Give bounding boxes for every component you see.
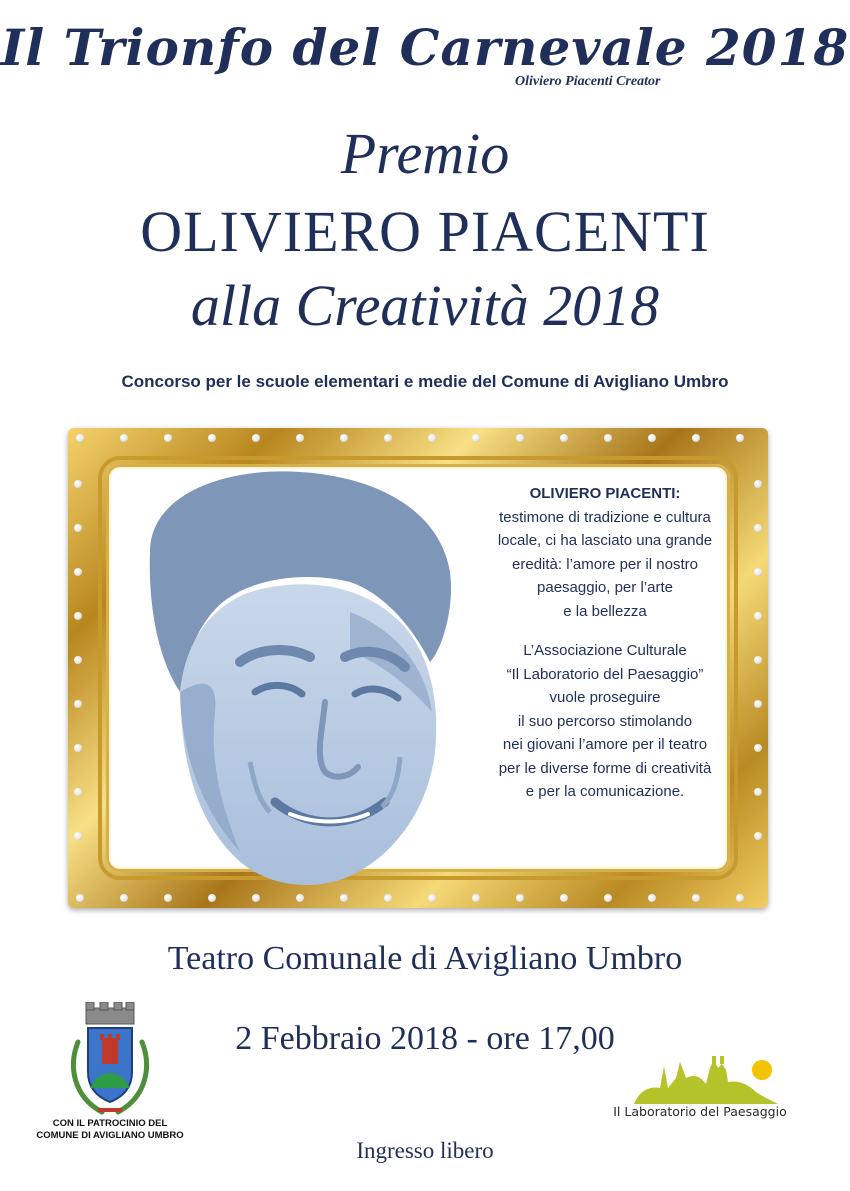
tribute-line: testimone di tradizione e cultura — [499, 508, 711, 526]
frame-pearl — [120, 434, 128, 442]
frame-pearl — [604, 434, 612, 442]
frame-pearl — [74, 612, 82, 620]
frame-pearl — [74, 744, 82, 752]
frame-pearl — [384, 894, 392, 902]
award-line-premio: Premio — [340, 121, 510, 186]
frame-pearl — [74, 524, 82, 532]
association-line: per le diverse forme di creatività — [498, 759, 712, 777]
patronage-line-2: COMUNE DI AVIGLIANO UMBRO — [36, 1130, 184, 1141]
frame-pearl — [754, 524, 762, 532]
tribute-text — [470, 482, 740, 804]
admission: Ingresso libero — [356, 1138, 494, 1163]
award-line-creativity: alla Creatività 2018 — [190, 273, 660, 338]
frame-pearl — [754, 656, 762, 664]
frame-pearl — [692, 434, 700, 442]
frame-pearl — [208, 894, 216, 902]
frame-pearl — [164, 434, 172, 442]
tribute-line: e la bellezza — [563, 602, 647, 620]
organizer-name: Il Laboratorio del Paesaggio — [613, 1104, 787, 1119]
patronage-caption — [30, 1118, 190, 1142]
frame-pearl — [164, 894, 172, 902]
award-line-name: OLIVIERO PIACENTI — [140, 199, 710, 264]
event-title: Il Trionfo del Carnevale 2018 — [0, 18, 850, 77]
frame-pearl — [74, 832, 82, 840]
frame-pearl — [472, 894, 480, 902]
frame-pearl — [74, 788, 82, 796]
frame-pearl — [604, 894, 612, 902]
frame-pearl — [472, 434, 480, 442]
frame-pearl — [754, 568, 762, 576]
tribute-line: paesaggio, per l’arte — [537, 579, 673, 596]
frame-pearl — [516, 894, 524, 902]
frame-pearl — [296, 434, 304, 442]
venue: Teatro Comunale di Avigliano Umbro — [167, 940, 683, 977]
association-line: nei giovani l’amore per il teatro — [502, 736, 708, 753]
frame-pearl — [74, 656, 82, 664]
frame-pearl — [428, 894, 436, 902]
frame-pearl — [74, 568, 82, 576]
tribute-line: eredità: l’amore per il nostro — [512, 555, 698, 573]
association-line: vuole proseguire — [549, 689, 661, 706]
portrait-image — [110, 462, 480, 892]
frame-pearl — [384, 434, 392, 442]
frame-pearl — [340, 894, 348, 902]
frame-pearl — [754, 832, 762, 840]
frame-pearl — [754, 612, 762, 620]
frame-pearl — [76, 894, 84, 902]
frame-pearl — [74, 480, 82, 488]
frame-pearl — [648, 894, 656, 902]
frame-pearl — [736, 434, 744, 442]
frame-pearl — [76, 434, 84, 442]
municipal-coat-of-arms-icon — [60, 1002, 160, 1120]
frame-pearl — [736, 894, 744, 902]
patronage-line-1: CON IL PATROCINIO DEL — [52, 1118, 168, 1129]
tribute-title: OLIVIERO PIACENTI: — [529, 485, 681, 502]
event-subtitle: Oliviero Piacenti Creator — [515, 74, 661, 89]
frame-pearl — [208, 434, 216, 442]
frame-pearl — [648, 434, 656, 442]
association-line: e per la comunicazione. — [525, 783, 685, 800]
tribute-line: locale, ci ha lasciato una grande — [497, 532, 713, 549]
event-date: 2 Febbraio 2018 - ore 17,00 — [235, 1020, 615, 1057]
contest-description: Concorso per le scuole elementari e medie del Comune di Avigliano Umbro — [121, 372, 729, 391]
frame-pearl — [754, 744, 762, 752]
frame-pearl — [252, 894, 260, 902]
frame-pearl — [296, 894, 304, 902]
frame-pearl — [754, 788, 762, 796]
frame-pearl — [340, 434, 348, 442]
frame-pearl — [428, 434, 436, 442]
frame-pearl — [754, 700, 762, 708]
laboratorio-logo-icon — [630, 1038, 780, 1106]
frame-pearl — [252, 434, 260, 442]
frame-pearl — [754, 480, 762, 488]
frame-pearl — [560, 434, 568, 442]
association-line: “Il Laboratorio del Paesaggio” — [506, 665, 704, 683]
association-line: L’Associazione Culturale — [523, 642, 687, 659]
frame-pearl — [560, 894, 568, 902]
frame-pearl — [516, 434, 524, 442]
association-line: il suo percorso stimolando — [517, 712, 693, 730]
frame-pearl — [120, 894, 128, 902]
frame-pearl — [692, 894, 700, 902]
frame-pearl — [74, 700, 82, 708]
